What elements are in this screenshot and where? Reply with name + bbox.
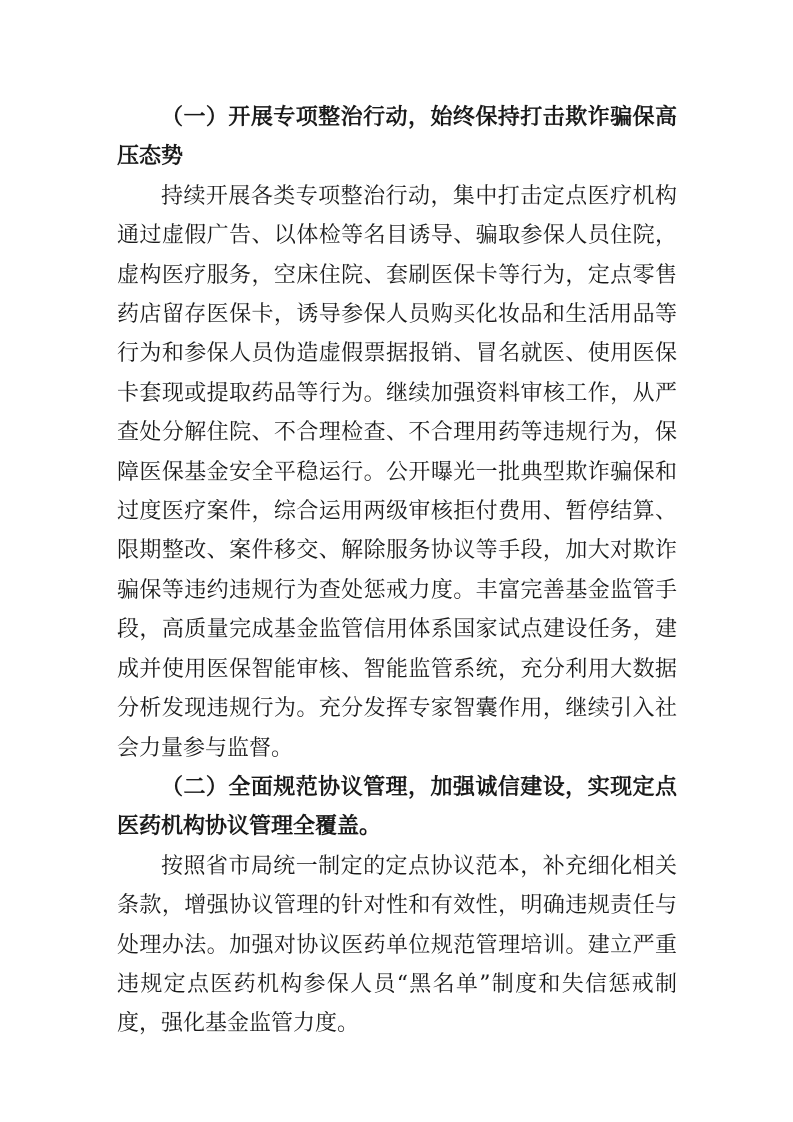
section-paragraph-2: 按照省市局统一制定的定点协议范本，补充细化相关条款，增强协议管理的针对性和有效性，明确违规责任与处理办法。加强对协议医药单位规范管理培训。建立严重违规定点医药机构参保人员“黑名单”制度和失信惩戒制度，强化基金监管力度。 xyxy=(117,853,677,1037)
section-paragraph-1: 持续开展各类专项整治行动，集中打击定点医疗机构通过虚假广告、以体检等名目诱导、骗取参保人员住院，虚构医疗服务，空床住院、套刷医保卡等行为，定点零售药店留存医保卡，诱导参保人员购买化妆品和生活用品等行为和参保人员伪造虚假票据报销、冒名就医、使用医保卡套现或提取药品等行为。继续加强资料审核工作，从严查处分解住院、不合理检查、不合理用药等违规行为，保障医保基金安全平稳运行。公开曝光一批典型欺诈骗保和过度医疗案件，综合运用两级审核拒付费用、暂停结算、限期整改、案件移交、解除服务协议等手段，加大对欺诈骗保等违约违规行为查处惩戒力度。丰富完善基金监管手段，高质量完成基金监管信用体系国家试点建设任务，建成并使用医保智能审核、智能监管系统，充分利用大数据分析发现违规行为。充分发挥专家智囊作用，继续引入社会力量参与监督。 xyxy=(117,183,677,761)
section-heading-2: （二）全面规范协议管理，加强诚信建设，实现定点医药机构协议管理全覆盖。 xyxy=(117,774,677,840)
document-page xyxy=(117,98,677,1044)
section-heading-1: （一）开展专项整治行动，始终保持打击欺诈骗保高压态势 xyxy=(117,105,677,170)
